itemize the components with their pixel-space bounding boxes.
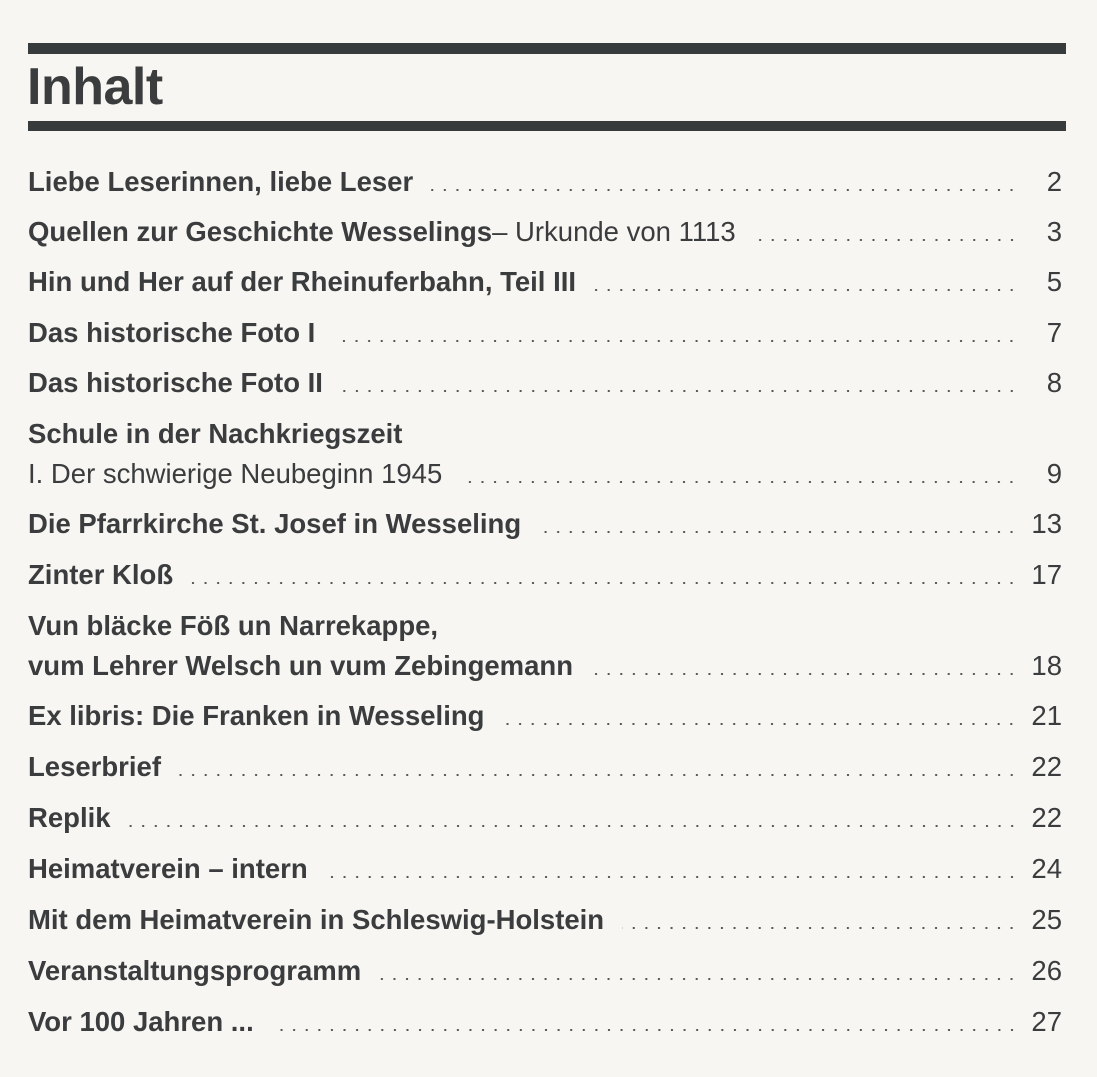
toc-page-number: 9 <box>1046 458 1062 489</box>
dot-leader <box>129 825 1018 827</box>
page-title: Inhalt <box>27 58 163 116</box>
toc-entry-title: I. Der schwierige Neubeginn 1945 <box>28 458 443 489</box>
dot-leader <box>431 189 1018 191</box>
toc-entry-title: Quellen zur Geschichte Wesselings <box>28 216 493 247</box>
toc-page-number: 25 <box>1031 904 1062 935</box>
dot-leader <box>539 531 1018 533</box>
header-rule-top <box>28 43 1066 54</box>
toc-entry-title: Liebe Leserinnen, liebe Leser <box>28 166 414 197</box>
toc-page-number: 22 <box>1031 751 1062 782</box>
toc-page-number: 17 <box>1031 559 1062 590</box>
toc-entry-title: Die Pfarrkirche St. Josef in Wesseling <box>28 508 522 539</box>
dot-leader <box>502 723 1018 725</box>
toc-entry[interactable] <box>28 951 1062 991</box>
header-rule-bottom <box>28 121 1066 131</box>
toc-page-number: 26 <box>1031 955 1062 986</box>
toc-entry[interactable] <box>28 696 1062 736</box>
dot-leader <box>591 673 1018 675</box>
toc-entry[interactable] <box>28 555 1062 595</box>
toc-entry-title: Zinter Kloß <box>28 559 174 590</box>
toc-entry-title: Hin und Her auf der Rheinuferbahn, Teil III <box>28 266 576 297</box>
toc-entry-title: Vor 100 Jahren ... <box>28 1006 254 1037</box>
toc-entry-title: Mit dem Heimatverein in Schleswig-Holstein <box>28 904 605 935</box>
toc-entry[interactable] <box>28 504 1062 544</box>
toc-entry-title: Das historische Foto II <box>28 367 323 398</box>
toc-entry-title: vum Lehrer Welsch un vum Zebingemann <box>28 650 574 681</box>
toc-page-number: 5 <box>1046 266 1062 297</box>
dot-leader <box>622 927 1018 929</box>
dot-leader <box>191 582 1018 584</box>
toc-entry[interactable] <box>28 747 1062 787</box>
toc-page-number: 7 <box>1046 317 1062 348</box>
toc-entry[interactable] <box>28 363 1062 403</box>
toc-page-number: 18 <box>1031 650 1062 681</box>
toc-entry-subtitle: – Urkunde von 1113 <box>492 216 736 247</box>
dot-leader <box>460 481 1018 483</box>
dot-leader <box>754 239 1018 241</box>
toc-page-number: 8 <box>1046 367 1062 398</box>
toc-page-number: 24 <box>1031 853 1062 884</box>
toc-entry-title: Replik <box>28 802 111 833</box>
dot-leader <box>379 978 1018 980</box>
toc-entry-title: Das historische Foto I <box>28 317 316 348</box>
toc-entry[interactable] <box>28 1002 1062 1042</box>
dot-leader <box>341 390 1018 392</box>
toc-entry[interactable] <box>28 900 1062 940</box>
toc-entry[interactable] <box>28 849 1062 889</box>
toc-entry[interactable] <box>28 414 1062 494</box>
toc-page-number: 21 <box>1031 700 1062 731</box>
toc-entry[interactable] <box>28 313 1062 353</box>
toc-entry-title: Leserbrief <box>28 751 161 782</box>
toc-entry[interactable] <box>28 798 1062 838</box>
toc-entry-title: Heimatverein – intern <box>28 853 308 884</box>
toc-entry[interactable] <box>28 212 1062 252</box>
dot-leader <box>272 1029 1018 1031</box>
toc-entry-title: Veranstaltungsprogramm <box>28 955 362 986</box>
toc-entry[interactable] <box>28 262 1062 302</box>
toc-page-number: 13 <box>1031 508 1062 539</box>
dot-leader <box>326 876 1018 878</box>
toc-entry[interactable] <box>28 162 1062 202</box>
toc-entry[interactable] <box>28 606 1062 686</box>
dot-leader <box>594 289 1018 291</box>
toc-entry-heading: Schule in der Nachkriegszeit <box>28 418 403 449</box>
toc-entry-heading: Vun bläcke Föß un Narrekappe, <box>28 610 439 641</box>
dot-leader <box>333 340 1018 342</box>
toc-page-number: 3 <box>1046 216 1062 247</box>
toc-entry-title: Ex libris: Die Franken in Wesseling <box>28 700 485 731</box>
toc-page-number: 22 <box>1031 802 1062 833</box>
toc-page-number: 2 <box>1046 166 1062 197</box>
toc-page-number: 27 <box>1031 1006 1062 1037</box>
dot-leader <box>179 774 1018 776</box>
